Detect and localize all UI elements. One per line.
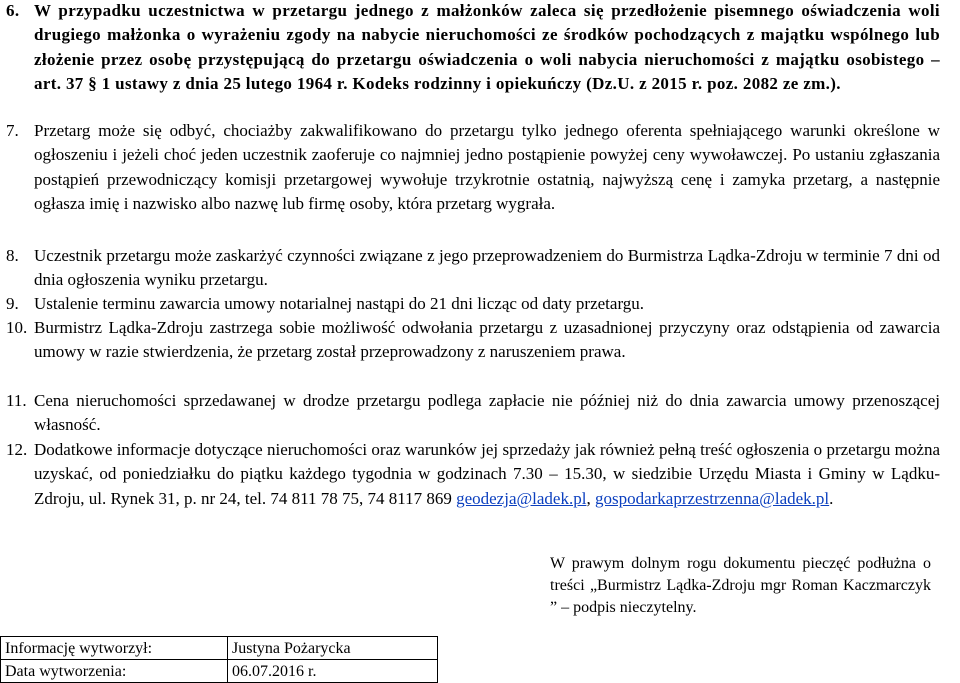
item-text: Przetarg może się odbyć, chociażby zakwalifikowano do przetargu tylko jednego oferenta spełniającego warunki określone w ogłoszeniu i jeżeli choć jeden uczestnik zaoferuje co najmniej jedno postąpienie powyżej ceny wywoławczej. Po ustaniu zgłaszania postąpień przewodniczący komisji przetargowej wywołuje trzykrotnie ostatnią, najwyższą cenę i zamyka przetarg, a następnie ogłasza imię i nazwisko albo nazwę lub firmę osoby, która przetarg wygrała. bbox=[34, 121, 940, 214]
author-label: Informację wytworzył: bbox=[1, 637, 228, 660]
item-text: Uczestnik przetargu może zaskarżyć czynności związane z jego przeprowadzeniem do Burmistrza Lądka-Zdroju w terminie 7 dni od dnia ogłoszenia wyniku przetargu. bbox=[34, 246, 940, 290]
end-period: . bbox=[829, 488, 834, 508]
item-text: Cena nieruchomości sprzedawanej w drodze przetargu podlega zapłacie nie później niż do dnia zawarcia umowy przenoszącej własność. bbox=[34, 391, 940, 435]
email-separator: , bbox=[586, 488, 595, 508]
item-text: Burmistrz Lądka-Zdroju zastrzega sobie możliwość odwołania przetargu z uzasadnionej przyczyny oraz odstąpienia od zawarcia umowy w razie stwierdzenia, że przetarg został przeprowadzony z naruszeniem prawa. bbox=[34, 318, 940, 362]
email-link-gospodarka[interactable]: gospodarkaprzestrzenna@ladek.pl bbox=[594, 488, 830, 508]
item-text-main: Dodatkowe informacje dotyczące nieruchomości oraz warunków jej sprzedaży jak również pełną treść ogłoszenia o przetargu można uzyskać, od poniedziałku do piątku każdego tygodnia w godzinach 7.30 – 15.30, w siedzibie Urzędu Miasta i Gminy w Lądku-Zdroju, ul. Rynek 31, p. nr 24, tel. 74 811 78 75, 74 8117 869 bbox=[34, 440, 940, 508]
paragraph-10 bbox=[6, 316, 940, 365]
table-row bbox=[1, 660, 438, 683]
item-number: 11. bbox=[6, 391, 27, 410]
date-label: Data wytworzenia: bbox=[1, 660, 228, 683]
paragraph-6 bbox=[6, 0, 940, 97]
paragraph-11 bbox=[6, 389, 940, 438]
info-table bbox=[0, 636, 438, 683]
item-number: 6. bbox=[6, 1, 20, 20]
table-row bbox=[1, 637, 438, 660]
item-text: Ustalenie terminu zawarcia umowy notarialnej nastąpi do 21 dni licząc od daty przetargu. bbox=[34, 294, 645, 313]
author-value: Justyna Pożarycka bbox=[228, 637, 438, 660]
paragraph-7 bbox=[6, 119, 940, 217]
item-number: 10. bbox=[6, 318, 28, 337]
signature-note: W prawym dolnym rogu dokumentu pieczęć podłużna o treści „Burmistrz Lądka-Zdroju mgr Roman Kaczmarczyk ” – podpis nieczytelny. bbox=[550, 555, 931, 616]
item-number: 12. bbox=[6, 440, 28, 459]
item-number: 8. bbox=[6, 246, 19, 265]
email-link-geodezja[interactable]: geodezja@ladek.pl bbox=[456, 488, 587, 508]
item-number: 9. bbox=[6, 294, 19, 313]
date-value: 06.07.2016 r. bbox=[228, 660, 438, 683]
item-number: 7. bbox=[6, 121, 19, 140]
paragraph-8 bbox=[6, 244, 940, 293]
paragraph-9 bbox=[6, 292, 940, 316]
item-text: W przypadku uczestnictwa w przetargu jednego z małżonków zaleca się przedłożenie pisemnego oświadczenia woli drugiego małżonka o wyrażeniu zgody na nabycie nieruchomości ze środków pochodzących z majątku wspólnego lub złożenie przez osobę przystępującą do przetargu oświadczenia o woli nabycia nieruchomości z majątku osobistego – art. 37 § 1 ustawy z dnia 25 lutego 1964 r. Kodeks rodzinny i opiekuńczy (Dz.U. z 2015 r. poz. 2082 ze zm.). bbox=[34, 1, 940, 94]
item-text bbox=[34, 438, 940, 511]
paragraph-12 bbox=[6, 438, 940, 511]
